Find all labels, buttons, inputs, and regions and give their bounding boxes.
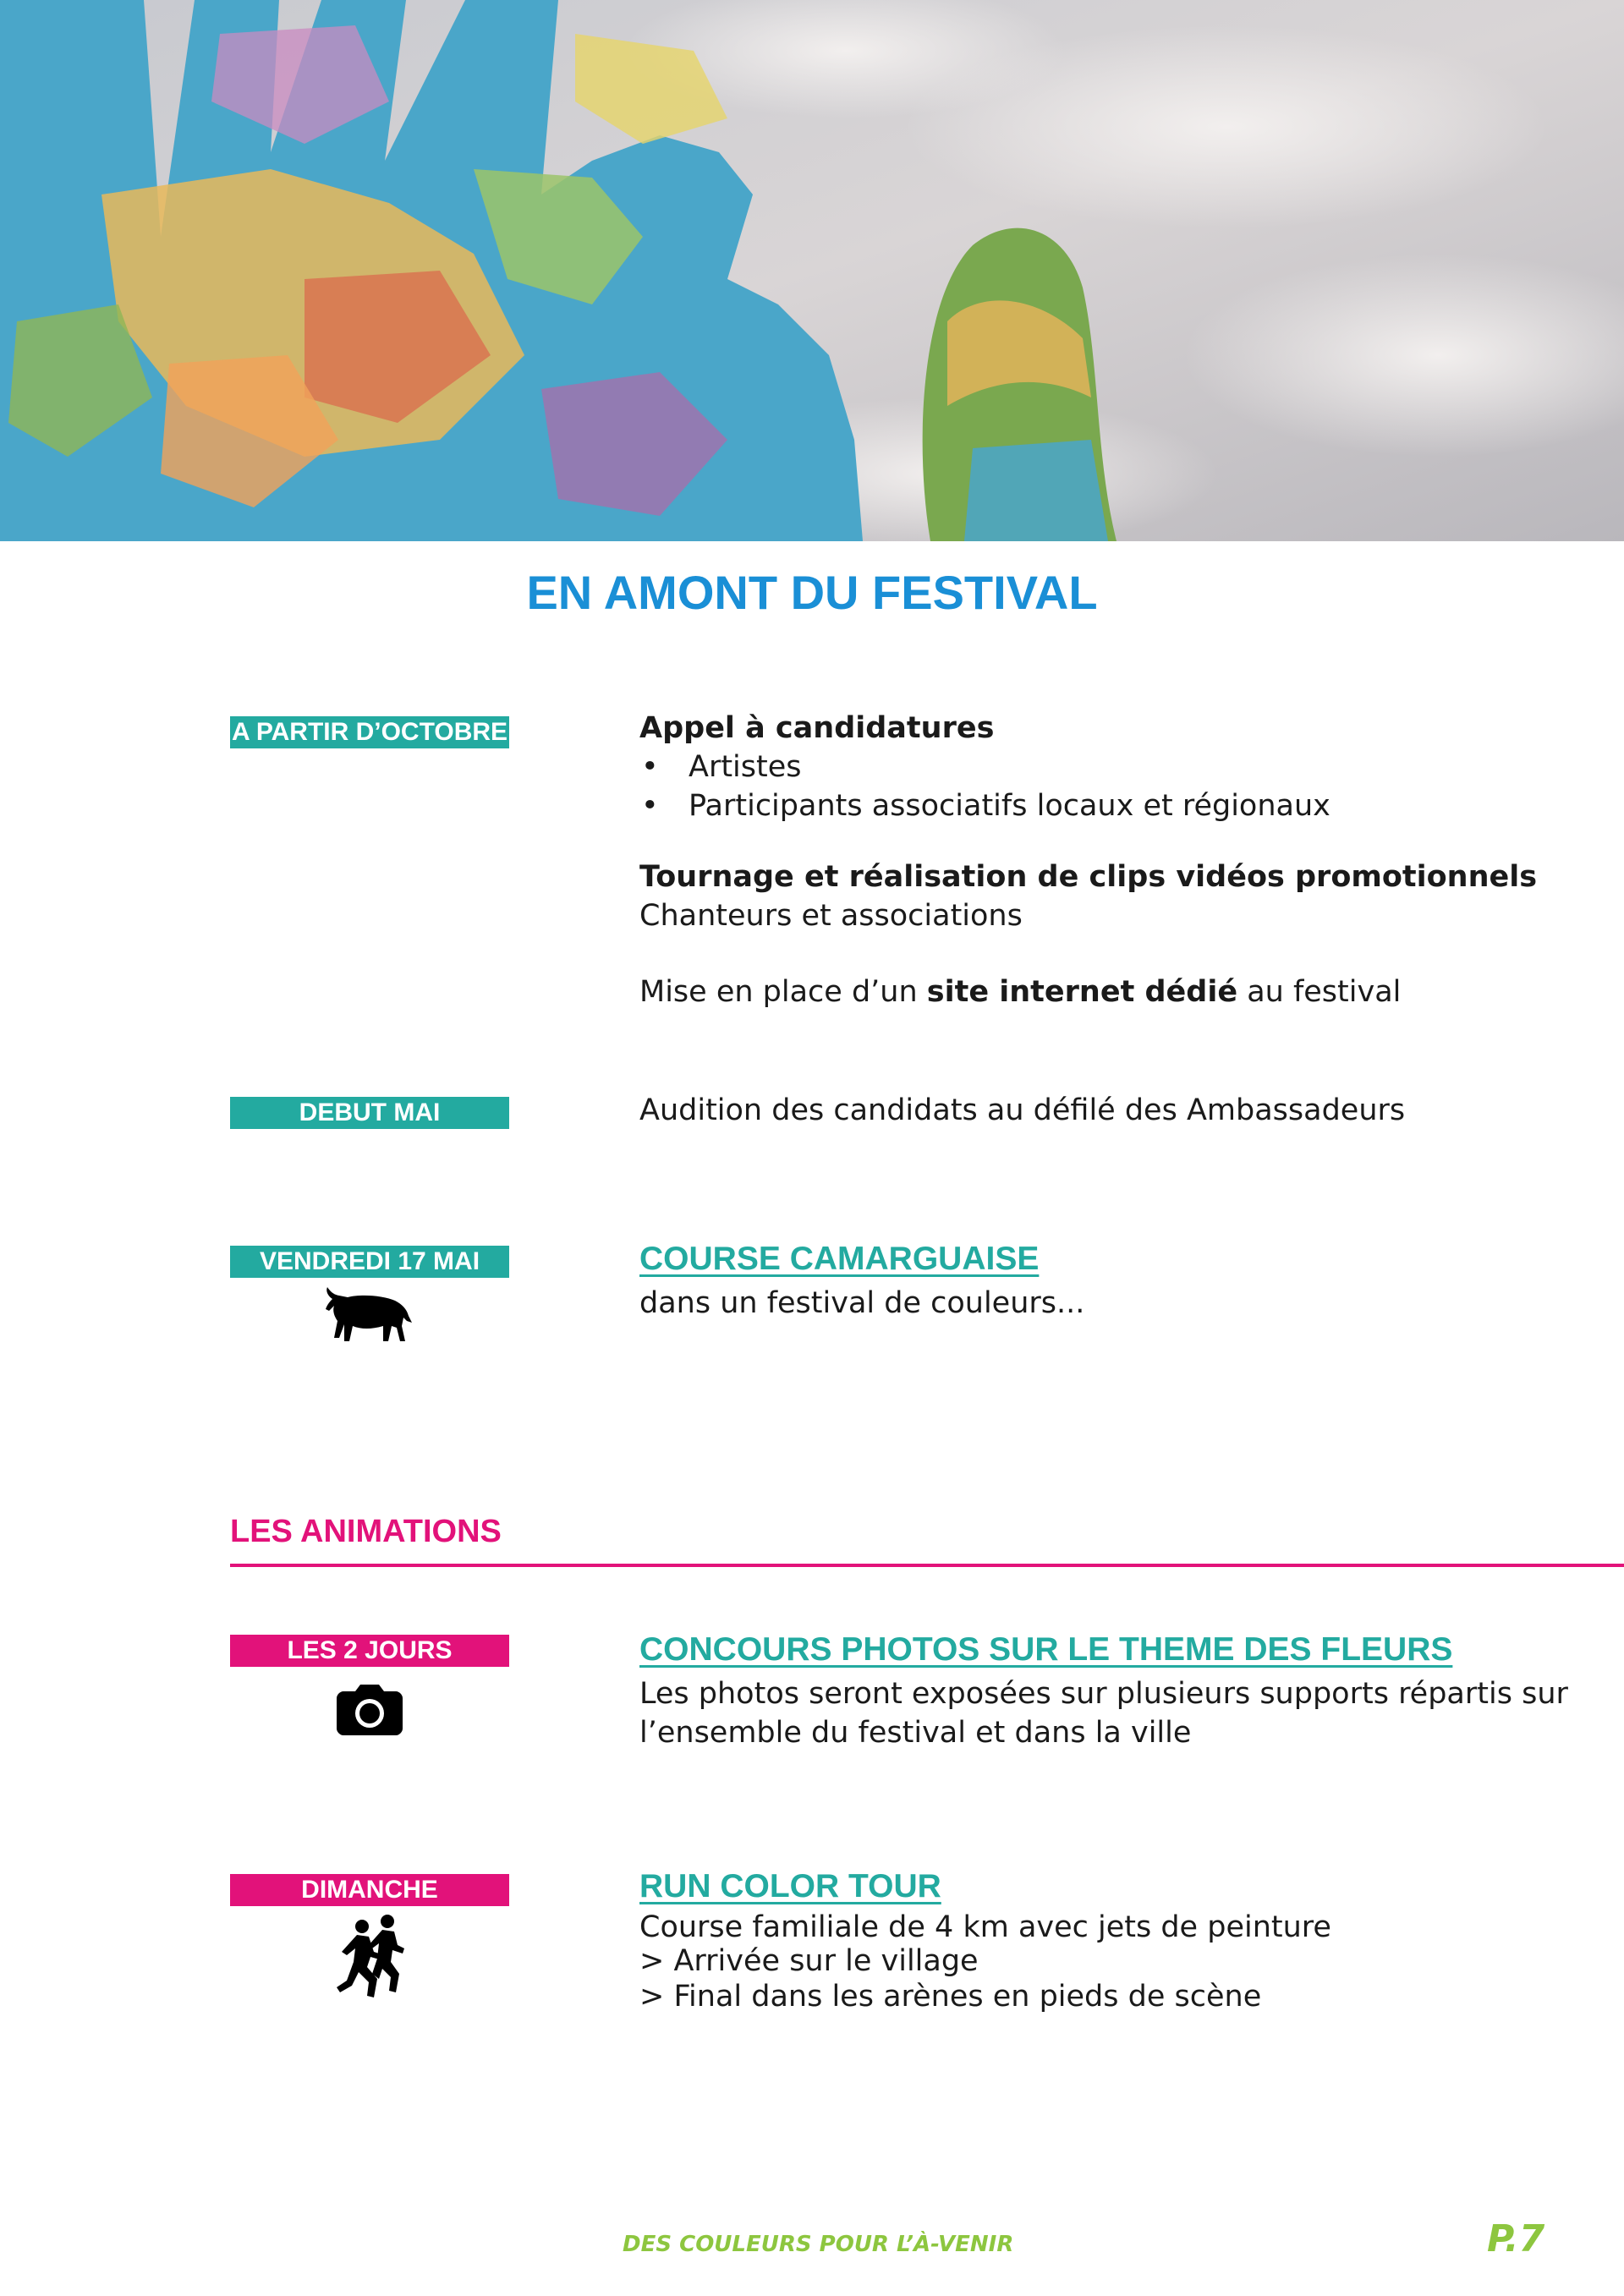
site-line [639, 973, 1587, 1011]
run-line: > Final dans les arènes en pieds de scène [639, 1980, 1262, 2014]
footer-tagline: DES COULEURS POUR L’À-VENIR [623, 2232, 1014, 2257]
concours-line: l’ensemble du festival et dans la ville [639, 1716, 1192, 1750]
audition-line: Audition des candidats au défilé des Ambassadeurs [639, 1093, 1406, 1127]
run-color-tour-title: RUN COLOR TOUR [639, 1868, 941, 1904]
runners-icon [335, 1915, 406, 1999]
course-camarguaise-block [639, 1240, 1587, 1323]
badge-debut-mai: DEBUT MAI [230, 1097, 509, 1129]
badge-vendredi-17-mai: VENDREDI 17 MAI [230, 1246, 509, 1278]
camera-icon [337, 1683, 403, 1735]
bull-icon [324, 1287, 414, 1348]
badge-les-2-jours: LES 2 JOURS [230, 1635, 509, 1667]
world-map-hand-illustration [0, 0, 1624, 541]
site-prefix: Mise en place d’un [639, 975, 927, 1009]
appel-bullets [639, 748, 1587, 825]
concours-photos-title: CONCOURS PHOTOS SUR LE THEME DES FLEURS [639, 1631, 1453, 1668]
concours-photos-block [639, 1630, 1587, 1752]
october-block [639, 709, 1587, 1011]
appel-heading: Appel à candidatures [639, 711, 995, 745]
page-number: P.7 [1487, 2217, 1545, 2260]
bullet-item: • Artistes [639, 748, 1587, 786]
badge-a-partir-octobre: A PARTIR D’OCTOBRE [230, 716, 509, 748]
site-suffix: au festival [1237, 975, 1402, 1009]
badge-dimanche: DIMANCHE [230, 1874, 509, 1906]
audition-text [639, 1091, 1587, 1130]
run-line: > Arrivée sur le village [639, 1944, 979, 1978]
hero-image [0, 0, 1624, 541]
run-line: Course familiale de 4 km avec jets de peinture [639, 1910, 1331, 1944]
animations-divider [230, 1564, 1624, 1567]
site-bold: site internet dédié [926, 975, 1238, 1009]
section-title: EN AMONT DU FESTIVAL [526, 566, 1098, 619]
tournage-heading: Tournage et réalisation de clips vidéos promotionnels [639, 860, 1538, 894]
course-camarguaise-title: COURSE CAMARGUAISE [639, 1241, 1040, 1277]
course-camarguaise-text: dans un festival de couleurs... [639, 1286, 1085, 1320]
tournage-line: Chanteurs et associations [639, 899, 1023, 933]
bullet-item: • Participants associatifs locaux et régionaux [639, 786, 1587, 825]
animations-heading: LES ANIMATIONS [230, 1514, 502, 1549]
concours-line: Les photos seront exposées sur plusieurs supports répartis sur [639, 1677, 1568, 1711]
run-color-tour-block [639, 1867, 1587, 2014]
